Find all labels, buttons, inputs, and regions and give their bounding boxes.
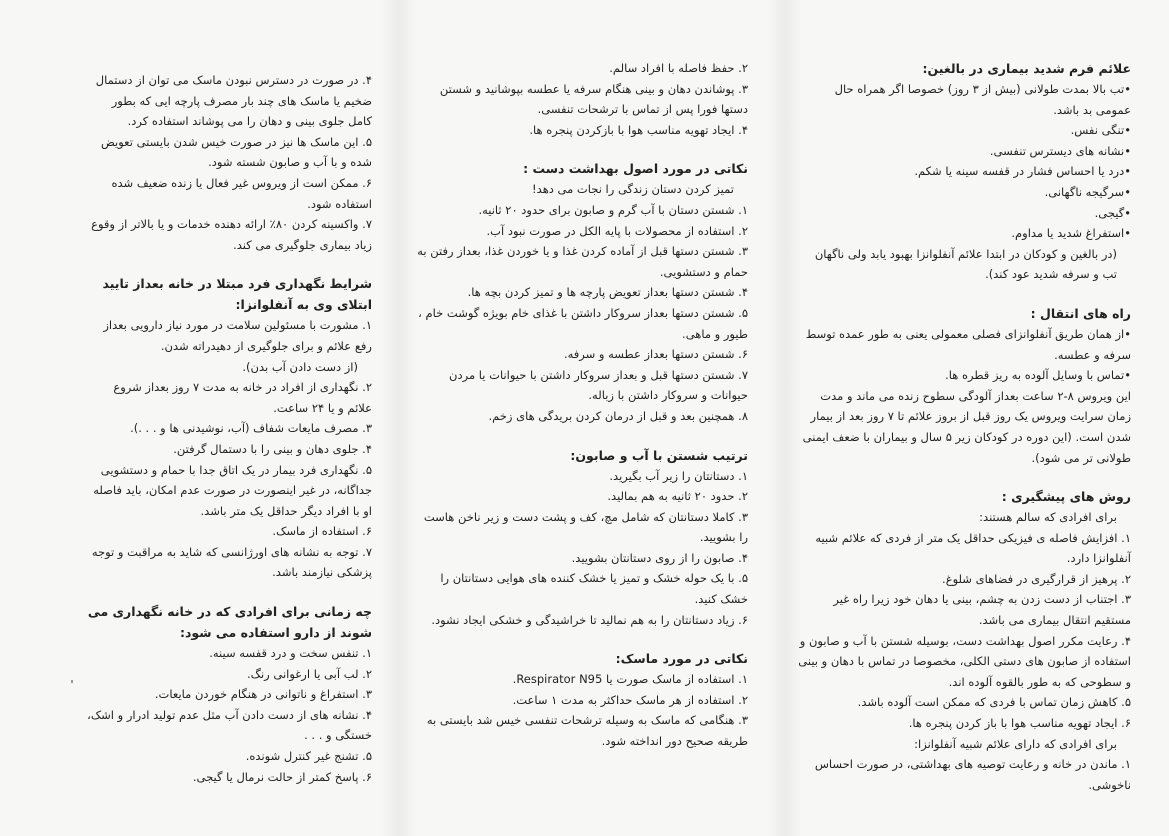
list-item: ۴. جلوی دهان و بینی را با دستمال گرفتن.	[173, 441, 372, 456]
list-item: ۴. ایجاد تهویه مناسب هوا با بازکردن پنجره ها.	[529, 122, 748, 137]
medication-list	[86, 643, 372, 787]
list-item: ۲. استفاده از محصولات با پایه الکل در صورت نبود آب.	[486, 223, 748, 238]
severe-symptoms-list	[798, 79, 1131, 244]
prevention-list	[798, 528, 1131, 734]
list-item: ۱. تنفس سخت و درد قفسه سینه.	[209, 646, 372, 661]
hand-hygiene-list	[412, 200, 748, 427]
left-column	[86, 70, 372, 787]
fold-line-left	[382, 0, 416, 836]
list-item: ۴. در صورت در دسترس نبودن ماسک می توان از دستمال ضخیم یا ماسک های چند بار مصرف پارچه ایی که بطور کامل جلوی بینی و دهان را می پوشاند استفاده کرد.	[95, 73, 372, 129]
list-item: • استفراغ شدید یا مداوم.	[798, 223, 1131, 244]
list-item: ۳. شستن دستها قبل از آماده کردن غذا و یا خوردن غذا، بعداز رفتن به حمام و دستشویی.	[417, 244, 748, 279]
severe-note: (در بالغین و کودکان در ابتدا علائم آنفلوانزا بهبود یابد ولی ناگهان تب و سرفه شدید عود کند).	[814, 246, 1117, 282]
list-item: ۲. نگهداری از افراد در خانه به مدت ۷ روز بعداز شروع علائم و یا ۲۴ ساعت.	[113, 380, 372, 415]
list-item: • گیجی.	[798, 203, 1131, 224]
mask-continued-list	[86, 70, 372, 255]
list-item: • نشانه های دیسترس تنفسی.	[798, 141, 1131, 162]
list-item: • درد یا احساس فشار در قفسه سینه یا شکم.	[798, 161, 1131, 182]
right-column	[798, 58, 1131, 795]
prevention-intro-healthy: برای افرادی که سالم هستند:	[979, 510, 1117, 525]
severe-symptoms-title: علائم فرم شدید بیماری در بالغین:	[922, 61, 1131, 76]
home-care-title: شرایط نگهداری فرد مبتلا در خانه بعداز تایید ابتلای وی به آنفلوانزا:	[102, 276, 372, 313]
list-item: ۲. حفظ فاصله با افراد سالم.	[609, 61, 748, 75]
list-item: ۲. استفاده از هر ماسک حداکثر به مدت ۱ ساعت.	[512, 692, 748, 707]
hand-washing-title: ترتیب شستن با آب و صابون:	[570, 447, 748, 463]
list-item: ۳. مصرف مایعات شفاف (آب، نوشیدنی ها و . . .).	[130, 421, 372, 436]
list-item: ۳. اجتناب از دست زدن به چشم، بینی یا دهان خود زیرا راه غیر مستقیم انتقال بیماری می باشد.	[833, 592, 1131, 628]
list-item: • از همان طریق آنفلوانزای فصلی معمولی یعنی به طور عمده توسط سرفه و عطسه.	[798, 324, 1131, 365]
prevention-sick-list	[798, 754, 1131, 795]
list-item: ۶. استفاده از ماسک.	[272, 524, 372, 539]
prevention-title: روش های پیشگیری :	[1001, 489, 1131, 505]
hand-washing-list	[412, 466, 748, 631]
list-item: ۵. تشنج غیر کنترل شونده.	[245, 749, 372, 764]
mask-list	[412, 669, 748, 751]
list-item: ۱. دستانتان را زیر آب بگیرید.	[609, 468, 748, 483]
list-item: ۷. شستن دستها قبل و بعداز سروکار داشتن با حیوانات یا مردن حیوانات و سروکار داشتن با زباله.	[449, 367, 748, 403]
list-item: ۳. کاملا دستانتان که شامل مچ، کف و پشت دست و زیر ناخن هاست را بشویید.	[423, 509, 748, 545]
transmission-title: راه های انتقال :	[1030, 305, 1131, 321]
hand-hygiene-title: نکاتی در مورد اصول بهداشت دست :	[523, 161, 748, 177]
list-item: ۱. مشورت با مسئولین سلامت در مورد نیاز دارویی بعداز رفع علائم و برای جلوگیری از دهیدراته شدن.	[103, 318, 372, 353]
list-item: • تب بالا بمدت طولانی (بیش از ۳ روز) خصوصا اگر همراه حال عمومی بد باشد.	[798, 79, 1131, 120]
list-item: • تماس با وسایل آلوده به ریز قطره ها.	[798, 365, 1131, 386]
mask-title: نکاتی در مورد ماسک:	[615, 651, 748, 667]
list-item: ۱. ماندن در خانه و رعایت توصیه های بهداشتی، در صورت احساس ناخوشی.	[814, 757, 1131, 792]
list-item: ۷. توجه به نشانه های اورژانسی که شاید به مراقبت و توجه پزشکی نیازمند باشد.	[91, 544, 372, 580]
list-item: • سرگیجه ناگهانی.	[798, 182, 1131, 203]
list-item: ۶. ممکن است از ویروس غیر فعال یا زنده ضعیف شده استفاده شود.	[111, 175, 372, 211]
prevention-continued-list	[412, 58, 748, 140]
transmission-list	[798, 324, 1131, 386]
list-item: ۶. پاسخ کمتر از حالت نرمال یا گیجی.	[192, 769, 372, 784]
list-item: ۵. این ماسک ها نیز در صورت خیس شدن بایستی تعویض شده و با آب و صابون شسته شود.	[100, 134, 372, 170]
list-item: ۴. صابون را از روی دستانتان بشویید.	[571, 550, 748, 565]
list-item: ۵. نگهداری فرد بیمار در یک اتاق جدا با حمام و دستشویی جداگانه، در غیر اینصورت در صورت عدم امکان، باید فاصله او با افراد دیگر حداقل یک متر باشد.	[93, 462, 372, 518]
list-item: ۲. حدود ۲۰ ثانیه به هم بمالید.	[607, 489, 748, 504]
list-item: ۵. شستن دستها بعداز سروکار داشتن با غذای خام بویژه گوشت خام ، طیور و ماهی.	[418, 305, 748, 341]
list-item: ۳. پوشاندن دهان و بینی هنگام سرفه یا عطسه بپوشانید و شستن دستها فورا پس از تماس با ترشحات تنفسی.	[439, 81, 748, 117]
list-item: ۶. شستن دستها بعداز عطسه و سرفه.	[563, 347, 748, 362]
list-item: ۶. ایجاد تهویه مناسب هوا با باز کردن پنجره ها.	[908, 716, 1131, 731]
hand-hygiene-intro: تمیز کردن دستان زندگی را نجات می دهد!	[532, 182, 734, 197]
fold-line-right	[768, 0, 802, 836]
list-item: ۷. واکسینه کردن ۸۰٪ ارائه دهنده خدمات و یا بالاتر از وقوع زیاد بیماری جلوگیری می کند.	[91, 217, 372, 252]
list-item: ۴. شستن دستها بعداز تعویض پارچه ها و تمیز کردن بچه ها.	[467, 285, 748, 300]
list-item: ۵. کاهش زمان تماس با فردی که ممکن است آلوده باشد.	[857, 695, 1131, 710]
medication-title: چه زمانی برای افرادی که در خانه نگهداری می شوند از دارو استفاده می شود:	[87, 604, 372, 641]
home-care-list	[86, 315, 372, 583]
list-item: ۱. شستن دستان با آب گرم و صابون برای حدود ۲۰ ثانیه.	[478, 202, 748, 217]
list-item: (از دست دادن آب بدن).	[242, 359, 358, 374]
list-item: ۱. افزایش فاصله ی فیزیکی حداقل یک متر از فردی که علائم شبیه آنفلوانزا دارد.	[815, 530, 1131, 566]
list-item: ۱. استفاده از ماسک صورت یا Respirator N95.	[512, 672, 748, 687]
list-item: ۲. پرهیز از قرارگیری در فضاهای شلوغ.	[942, 571, 1131, 586]
list-item: ۶. زیاد دستانتان را به هم نمالید تا خراشیدگی و خشکی ایجاد نشود.	[431, 612, 748, 627]
list-item: ۳. هنگامی که ماسک به وسیله ترشحات تنفسی خیس شد بایستی به طریقه صحیح دور انداخته شود.	[426, 713, 748, 749]
prevention-intro-sick: برای افرادی که دارای علائم شبیه آنفلوانزا:	[914, 736, 1117, 751]
transmission-note: این ویروس ۸-۲ ساعت بعداز آلودگی سطوح زنده می ماند و مدت زمان سرایت ویروس یک روز قبل از بروز علائم تا ۷ روز بعد از بیمار شدن است. (این دوره در کودکان زیر ۵ سال و بیماران با ضعف ایمنی طولانی تر می شود).	[802, 388, 1131, 465]
list-item: ۸. همچنین بعد و قبل از درمان کردن بریدگی های زخم.	[488, 408, 748, 423]
list-item: ۴. نشانه های از دست دادن آب مثل عدم تولید ادرار و اشک، خستگی و . . .	[87, 707, 372, 743]
middle-column	[412, 58, 748, 752]
list-item: ۳. استفراغ و ناتوانی در هنگام خوردن مایعات.	[154, 687, 372, 702]
speck	[71, 680, 73, 683]
list-item: ۲. لب آبی یا ارغوانی رنگ.	[247, 666, 372, 681]
list-item: • تنگی نفس.	[798, 120, 1131, 141]
list-item: ۵. با یک حوله خشک و تمیز یا خشک کننده های هوایی دستانتان را خشک کنید.	[440, 571, 748, 607]
list-item: ۴. رعایت مکرر اصول بهداشت دست، بوسیله شستن با آب و صابون و استفاده از صابون های دستی الکلی، مخصوصا در تماس با دهان و بینی و سطوحی که به طور بالقوه آلوده اند.	[798, 633, 1131, 689]
